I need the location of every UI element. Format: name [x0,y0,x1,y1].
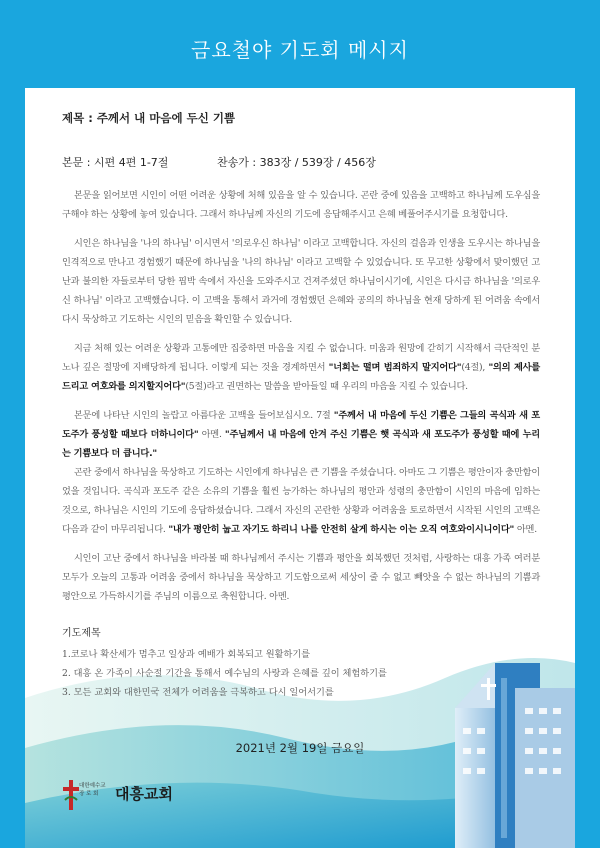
paragraph-1: 본문을 읽어보면 시인이 어떤 어려운 상황에 처해 있음을 알 수 있습니다. 곤란 중에 있음을 고백하고 하나님께 도우심을 구해야 하는 상황에 놓여 있습니다. 그래서 하나님께 자신의 기도에 응답해주시고 은혜 베풀어주시기를 요청합니다. [62,190,540,220]
church-cross-icon [63,780,79,810]
denomination-label: 대한예수교 [79,783,106,789]
quote-verse-4: "너희는 떨며 범죄하지 말지어다" [328,362,462,373]
denomination-label: 장 로 회 [79,791,99,797]
quote-verse-5: "의의 제사를 드리고 여호와를 의지할지어다" [62,362,540,392]
service-date: 2021년 2월 19일 금요일 [235,741,365,755]
quote-paraphrase: "주님께서 내 마음에 안겨 주신 기쁨은 햇 곡식과 새 포도주가 풍성할 때에 누리는 기쁨보다 더 큽니다." [62,429,540,459]
church-logo [63,776,203,814]
prayer-item: 1.코로나 확산세가 멈추고 일상과 예배가 회복되고 원활하기를 [62,649,311,660]
prayer-item: 2. 대흥 온 가족이 사순절 기간을 통해서 예수님의 사랑과 은혜를 깊이 체험하기를 [62,668,387,679]
paragraph-2: 시인은 하나님을 '나의 하나님' 이시면서 '의로우신 하나님' 이라고 고백합니다. 자신의 걸음과 인생을 도우시는 하나님을 인격적으로 만나고 경험했기 때문에 하나님을 '나의 하나님' 이라고 고백할 수 있었습니다. 또 무고한 상황에서 맞이했던 고난과 불의한 자들로부터 당한 핍박 속에서 자신을 도와주시고 건져주셨던 하나님이시기에, 시인은 다시금 하나님을 '의로우신 하나님' 이라고 고백했습니다. 이 고백을 통해서 과거에 경험했던 은혜와 공의의 하나님을 현재 당하게 된 어려움 속에서 다시 묵상하고 기도하는 시인의 믿음을 확인할 수 있습니다. [62,238,540,325]
prayer-item: 3. 모든 교회와 대한민국 전체가 어려움을 극복하고 다시 일어서기를 [62,687,334,698]
sermon-meta [62,154,540,170]
message-card [25,88,575,848]
church-name: 대흥교회 [115,785,173,803]
quote-verse-7: "주께서 내 마음에 두신 기쁨은 그들의 곡식과 새 포도주가 풍성할 때보다 더하니이다" [62,410,540,440]
page-title: 금요철야 기도회 메시지 [191,38,409,62]
quote-verse-8: "내가 평안히 눕고 자기도 하리니 나를 안전히 살게 하시는 이는 오직 여호와이시니이다" [168,524,515,535]
paragraph-5: 곤란 중에서 하나님을 묵상하고 기도하는 시인에게 하나님은 큰 기쁨을 주셨습니다. 아마도 그 기쁨은 평안이자 충만함이었을 것입니다. 곡식과 포도주 같은 소유의 기쁨을 훨씬 능가하는 하나님의 평안과 성령의 충만함이 시인의 마음에 임하는 것으로, 하나님은 시인의 기도에 응답하셨습니다. 그래서 자신의 곤란한 상황과 어려움을 토로하면서 시작된 시인의 고백은 다음과 같이 마무리됩니다. "내가 평안히 눕고 자기도 하리니 나를 안전히 살게 하시는 이는 오직 여호와이시니이다" 아멘. [62,467,540,535]
sermon-title: 제목 : 주께서 내 마음에 두신 기쁨 [62,111,236,125]
prayer-heading: 기도제목 [62,628,101,639]
header-banner [0,0,600,88]
scripture-reference: 본문 : 시편 4편 1-7절 [62,156,169,169]
sermon-content [62,110,540,702]
paragraph-4: 본문에 나타난 시인의 놀랍고 아름다운 고백을 들어보십시오. 7절 "주께서 내 마음에 두신 기쁨은 그들의 곡식과 새 포도주가 풍성할 때보다 더하니이다" 아멘. "주님께서 내 마음에 안겨 주신 기쁨은 햇 곡식과 새 포도주가 풍성할 때에 누리는 기쁨보다 더 큽니다." [62,410,540,459]
paragraph-6: 시인이 고난 중에서 하나님을 바라볼 때 하나님께서 주시는 기쁨과 평안을 회복했던 것처럼, 사랑하는 대흥 가족 여러분 모두가 오늘의 고통과 어려움 중에서 하나님을 묵상하고 기도함으로써 세상이 줄 수 없고 빼앗을 수 없는 하나님의 기쁨과 평안으로 가득하시기를 주님의 이름으로 축원합니다. 아멘. [62,553,540,602]
paragraph-3: 지금 처해 있는 어려운 상황과 고통에만 집중하면 마음을 지킬 수 없습니다. 미움과 원망에 갇히기 시작해서 극단적인 분노나 깊은 절망에 지배당하게 됩니다. 이렇게 되는 것을 경계하면서 "너희는 떨며 범죄하지 말지어다"(4절), "의의 제사를 드리고 여호와를 의지할지어다"(5절)라고 권면하는 말씀을 받아들일 때 우리의 마음을 지킬 수 있습니다. [62,343,540,392]
hymn-numbers: 찬송가 : 383장 / 539장 / 456장 [217,156,376,169]
